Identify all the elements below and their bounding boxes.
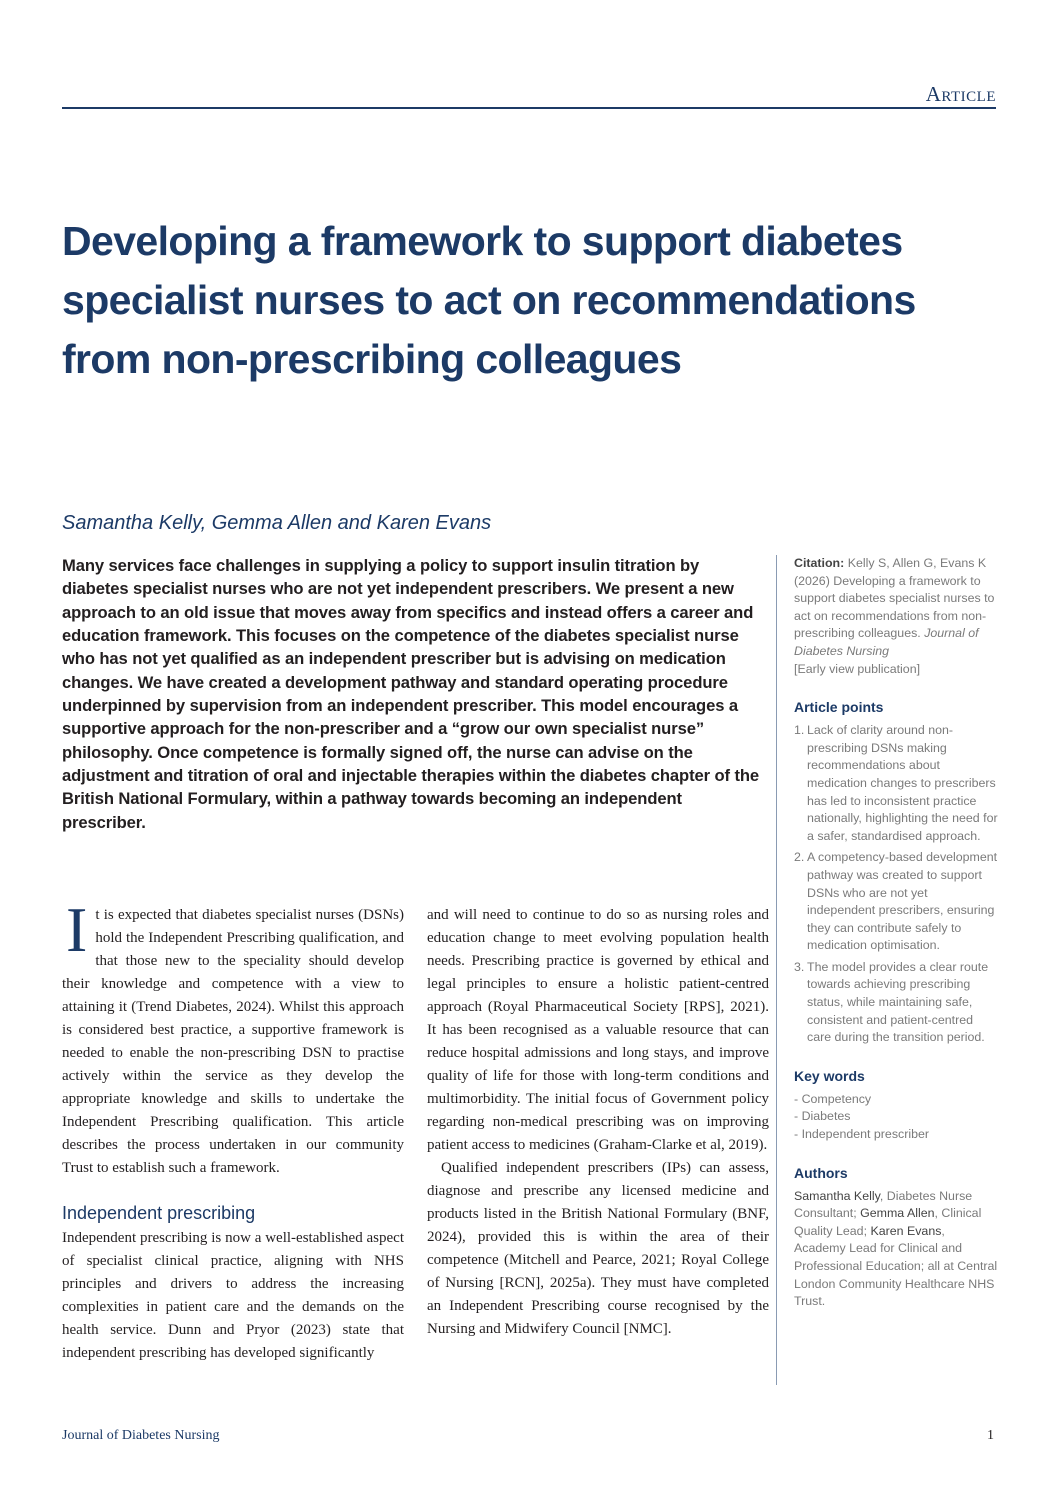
authors-heading: Authors [794, 1164, 848, 1181]
list-text: The model provides a clear route towards achieving prescribing status, while maintaining safe, consistent and patient-centred care during the transition period. [807, 959, 989, 1045]
section-heading: Independent prescribing [62, 1203, 256, 1223]
author-name: Gemma Allen [860, 1206, 935, 1221]
section-label: Article [925, 82, 996, 106]
list-text: Lack of clarity around non-prescribing DSNs making recommendations about medication changes to prescribers has led to inconsistent practice nationally, highlighting the need for a safer, standardised approach. [807, 723, 998, 843]
keyword: - Competency [794, 1091, 872, 1106]
authors-box [794, 1164, 998, 1311]
page-number: 1 [987, 1428, 994, 1443]
author-name: Samantha Kelly [794, 1188, 880, 1203]
author-role: , Clinical Quality Lead; [794, 1206, 982, 1238]
header-divider [62, 107, 996, 109]
article-points-heading: Article points [794, 699, 884, 716]
list-number: 1. [794, 723, 805, 738]
list-item [794, 849, 998, 955]
citation-text: Kelly S, Allen G, Evans K (2026) Developing a framework to support diabetes specialist nurses to act on recommendations from non-prescribing colleagues. [794, 556, 995, 641]
keyword: - Independent prescriber [794, 1127, 930, 1142]
body-column-right [427, 904, 769, 1341]
body-paragraph: Independent prescribing is now a well-established aspect of specialist clinical practice, aligning with NHS principles and drivers to address the increasing complexities in patient care and the demands on the health service. Dunn and Pryor (2023) state that independent prescribing has developed significantly [62, 1230, 404, 1361]
article-title: Developing a framework to support diabetes specialist nurses to act on recommendations from non-prescribing colleagues [62, 218, 916, 382]
list-number: 3. [794, 959, 805, 974]
citation-box [794, 555, 998, 678]
author-byline: Samantha Kelly, Gemma Allen and Karen Evans [62, 512, 492, 534]
list-item [794, 959, 998, 1047]
author-name: Karen Evans [870, 1223, 942, 1238]
citation-label: Citation: [794, 556, 845, 570]
keyword: - Diabetes [794, 1109, 851, 1124]
list-item [794, 722, 998, 845]
body-column-left [62, 894, 404, 1365]
sidebar [776, 555, 998, 1385]
list-number: 2. [794, 850, 805, 865]
abstract: Many services face challenges in supplying a policy to support insulin titration by diabetes specialist nurses who are not yet independent prescribers. We present a new approach to an old issue that moves away from specifics and instead offers a career and education framework. This focuses on the competence of the diabetes specialist nurse who has not yet qualified as an independent prescriber but is advising on medication changes. We have created a development pathway and standard operating procedure underpinned by supervision from an independent prescriber. This model encourages a supportive approach for the non-prescriber and a “grow our own specialist nurse” philosophy. Once competence is formally signed off, the nurse can advise on the adjustment and titration of oral and injectable therapies within the diabetes chapter of the British National Formulary, within a pathway towards becoming an independent prescriber. [62, 556, 760, 832]
article-points [794, 698, 998, 1047]
key-words [794, 1067, 998, 1144]
author-role: , Academy Lead for Clinical and Professional Education; all at Central London Community Healthcare NHS Trust. [794, 1223, 998, 1309]
citation-note: [Early view publication] [794, 661, 921, 676]
author-role: , Diabetes Nurse Consultant; [794, 1188, 973, 1221]
intro-paragraph [62, 894, 404, 1180]
citation-journal: Journal of Diabetes Nursing [794, 626, 979, 658]
footer-journal: Journal of Diabetes Nursing [62, 1428, 220, 1443]
key-words-heading: Key words [794, 1067, 865, 1084]
dropcap: I [66, 894, 88, 965]
authors-text [794, 1188, 998, 1311]
body-paragraph: Qualified independent prescribers (IPs) can assess, diagnose and prescribe any licensed medicine and products listed in the British National Formulary (BNF, 2024), provided this is within the area of their competence (Mitchell and Pearce, 2021; Royal College of Nursing [RCN], 2025a). They must have completed an Independent Prescribing course recognised by the Nursing and Midwifery Council [NMC]. [427, 1160, 769, 1337]
list-text: A competency-based development pathway was created to support DSNs who are not yet independent prescribers, ensuring they can contribute safely to medication optimisation. [807, 850, 998, 953]
body-paragraph: and will need to continue to do so as nursing roles and education change to meet evolving population health needs. Prescribing practice is governed by ethical and legal principles to ensure a holistic patient-centred approach (Royal Pharmaceutical Society [RPS], 2021). It has been recognised as a valuable resource that can reduce hospital admissions and long stays, and improve quality of life for those with long-term conditions and multimorbidity. The initial focus of Government policy regarding non-medical prescribing was on improving patient access to medicines (Graham-Clarke et al, 2019). [427, 907, 769, 1153]
intro-text: t is expected that diabetes specialist nurses (DSNs) hold the Independent Prescribing qualification, and that those new to the speciality should develop their knowledge and competence with a view to attaining it (Trend Diabetes, 2024). Whilst this approach is considered best practice, a supportive framework is needed to enable the non-prescribing DSN to practise actively within the service as they develop the appropriate knowledge and skills to undertake the Independent Prescribing qualification. This article describes the process undertaken in our community Trust to establish such a framework. [62, 907, 404, 1176]
